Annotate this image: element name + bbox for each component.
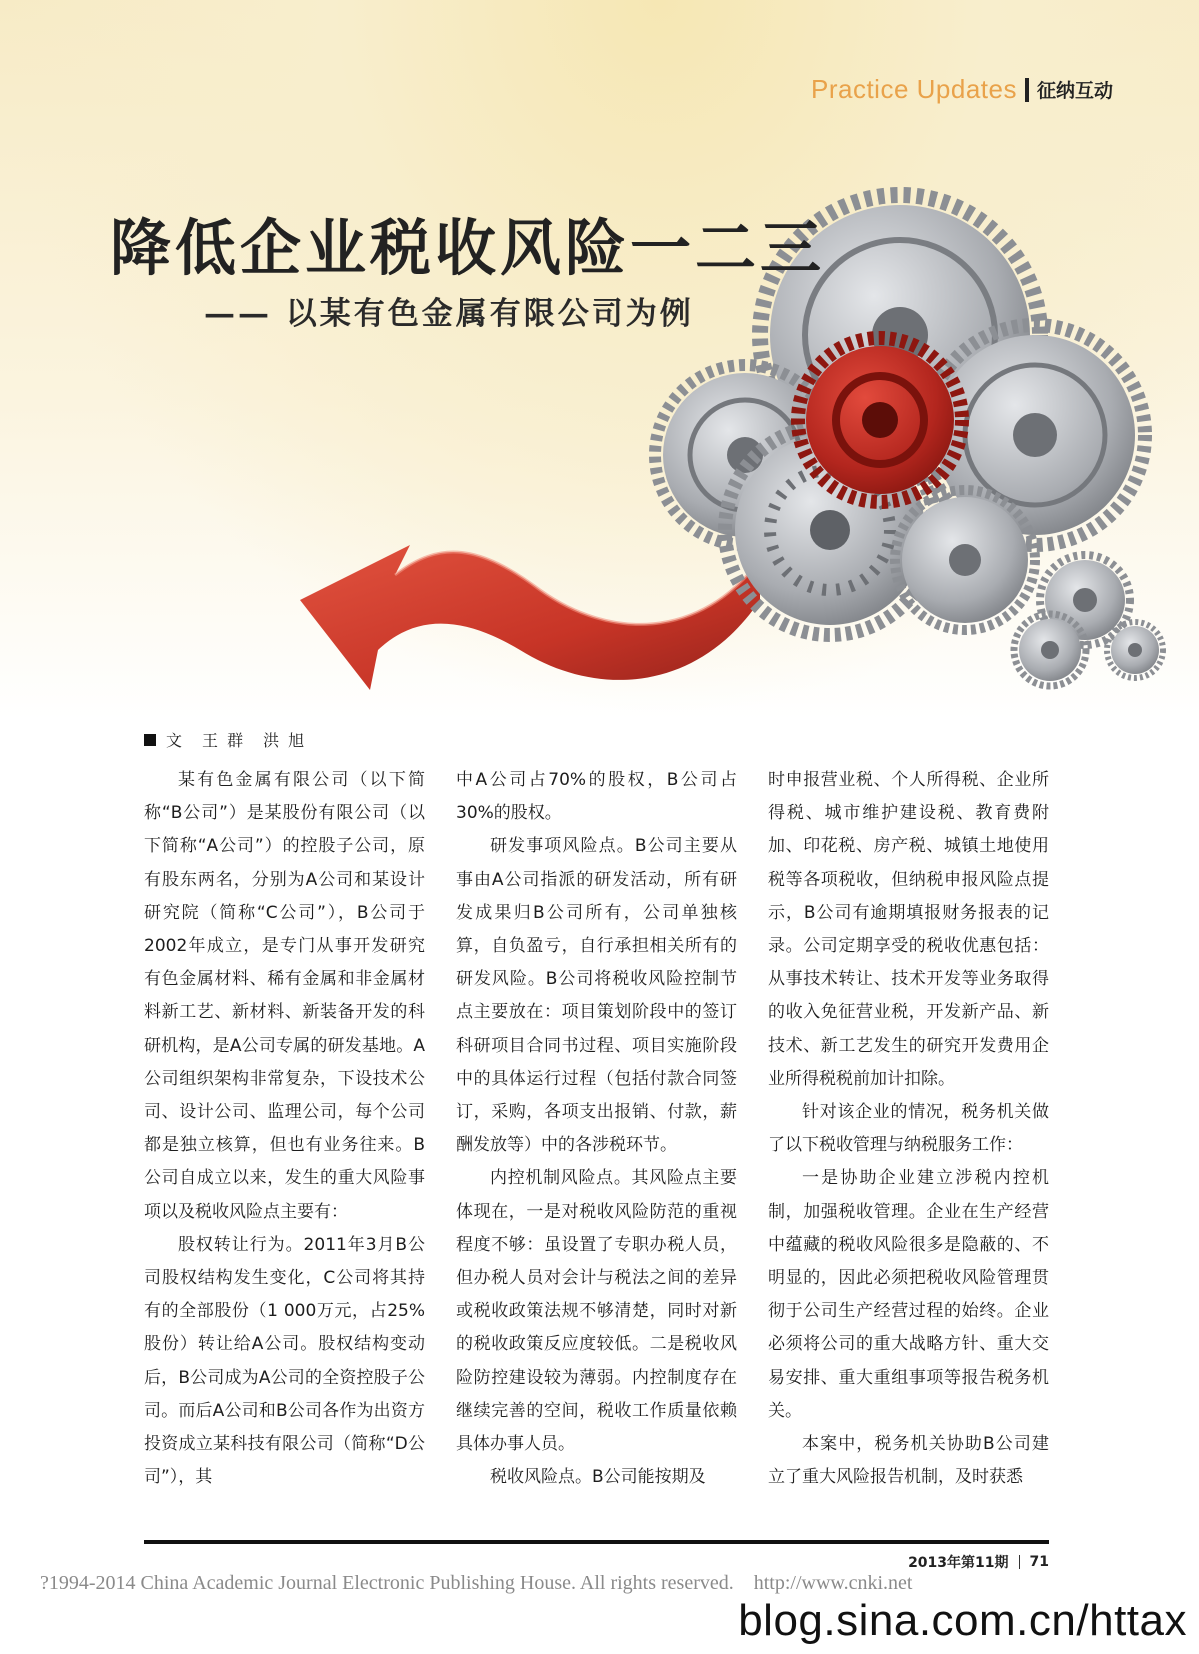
article-body <box>144 764 1049 1516</box>
section-divider <box>1025 78 1029 102</box>
column-1 <box>144 764 425 1516</box>
column-3 <box>768 764 1049 1516</box>
footer-issue <box>908 1552 1049 1572</box>
paragraph: 一是协助企业建立涉税内控机制，加强税收管理。企业在生产经营中蕴藏的税收风险很多是隐蔽的、不明显的，因此必须把税收风险管理贯彻于公司生产经营过程的始终。企业必须将公司的重大战略方针、重大交易安排、重大重组事项等报告税务机关。 <box>768 1168 1049 1421</box>
paragraph: 针对该企业的情况，税务机关做了以下税收管理与纳税服务工作： <box>768 1102 1049 1156</box>
gears-arrow-illustration <box>0 0 1199 720</box>
paragraph: 股权转让行为。2011年3月B公司股权结构发生变化，C公司将其持有的全部股份（1 000万元，占25%股份）转让给A公司。股权结构变动后，B公司成为A公司的全资控股子公司。而后A公司和B公司各作为出资方投资成立某科技有限公司（简称“D公司”），其 <box>144 1234 425 1488</box>
section-name-en: Practice Updates <box>811 74 1017 104</box>
author-names: 文 王 群 洪 旭 <box>166 731 307 750</box>
paragraph: 研发事项风险点。B公司主要从事由A公司指派的研发活动，所有研发成果归B公司所有，公司单独核算，自负盈亏，自行承担相关所有的研发风险。B公司将税收风险控制节点主要放在：项目策划阶段中的签订科研项目合同书过程、项目实施阶段中的具体运行过程（包括付款合同签订，采购，各项支出报销、付款，薪酬发放等）中的各涉税环节。 <box>456 836 737 1156</box>
copyright-notice: ?1994-2014 China Academic Journal Electronic Publishing House. All rights reserved. http://www.cnki.net <box>40 1572 913 1594</box>
down-arrow-icon <box>300 545 760 690</box>
issue-label: 2013年第11期 <box>908 1555 1009 1571</box>
byline <box>144 728 306 751</box>
footer-divider <box>1019 1555 1020 1569</box>
column-2 <box>456 764 737 1516</box>
paragraph: 税收风险点。B公司能按期及 <box>490 1467 706 1488</box>
paragraph: 时申报营业税、个人所得税、企业所得税、城市维护建设税、教育费附加、印花税、房产税、城镇土地使用税等各项税收，但纳税申报风险点提示，B公司有逾期填报财务报表的记录。公司定期享受的税收优惠包括：从事技术转让、技术开发等业务取得的收入免征营业税，开发新产品、新技术、新工艺发生的研究开发费用企业所得税税前加计扣除。 <box>768 770 1049 1089</box>
paragraph: 中A公司占70%的股权，B公司占30%的股权。 <box>456 770 737 824</box>
square-bullet-icon <box>144 734 156 746</box>
article-subtitle: —— 以某有色金属有限公司为例 <box>204 296 694 332</box>
article-title: 降低企业税收风险一二三 <box>110 213 826 284</box>
footer-rule <box>144 1540 1049 1544</box>
section-name-cn: 征纳互动 <box>1036 80 1113 102</box>
page-number: 71 <box>1029 1554 1049 1570</box>
blog-watermark: blog.sina.com.cn/httax <box>738 1596 1187 1645</box>
hero-banner <box>0 0 1199 720</box>
paragraph: 某有色金属有限公司（以下简称“B公司”）是某股份有限公司（以下简称“A公司”）的控股子公司，原有股东两名，分别为A公司和某设计研究院（简称“C公司”），B公司于2002年成立，是专门从事开发研究有色金属材料、稀有金属和非金属材料新工艺、新材料、新装备开发的科研机构，是A公司专属的研发基地。A公司组织架构非常复杂，下设技术公司、设计公司、监理公司，每个公司都是独立核算，但也有业务往来。B公司自成立以来，发生的重大风险事项以及税收风险点主要有： <box>144 770 425 1222</box>
section-tag <box>811 74 1113 105</box>
paragraph: 本案中，税务机关协助B公司建立了重大风险报告机制，及时获悉 <box>768 1434 1049 1488</box>
paragraph: 内控机制风险点。其风险点主要体现在，一是对税收风险防范的重视程度不够：虽设置了专职办税人员，但办税人员对会计与税法之间的差异或税收政策法规不够清楚，同时对新的税收政策反应度较低。二是税收风险防控建设较为薄弱。内控制度存在继续完善的空间，税收工作质量依赖具体办事人员。 <box>456 1168 737 1455</box>
